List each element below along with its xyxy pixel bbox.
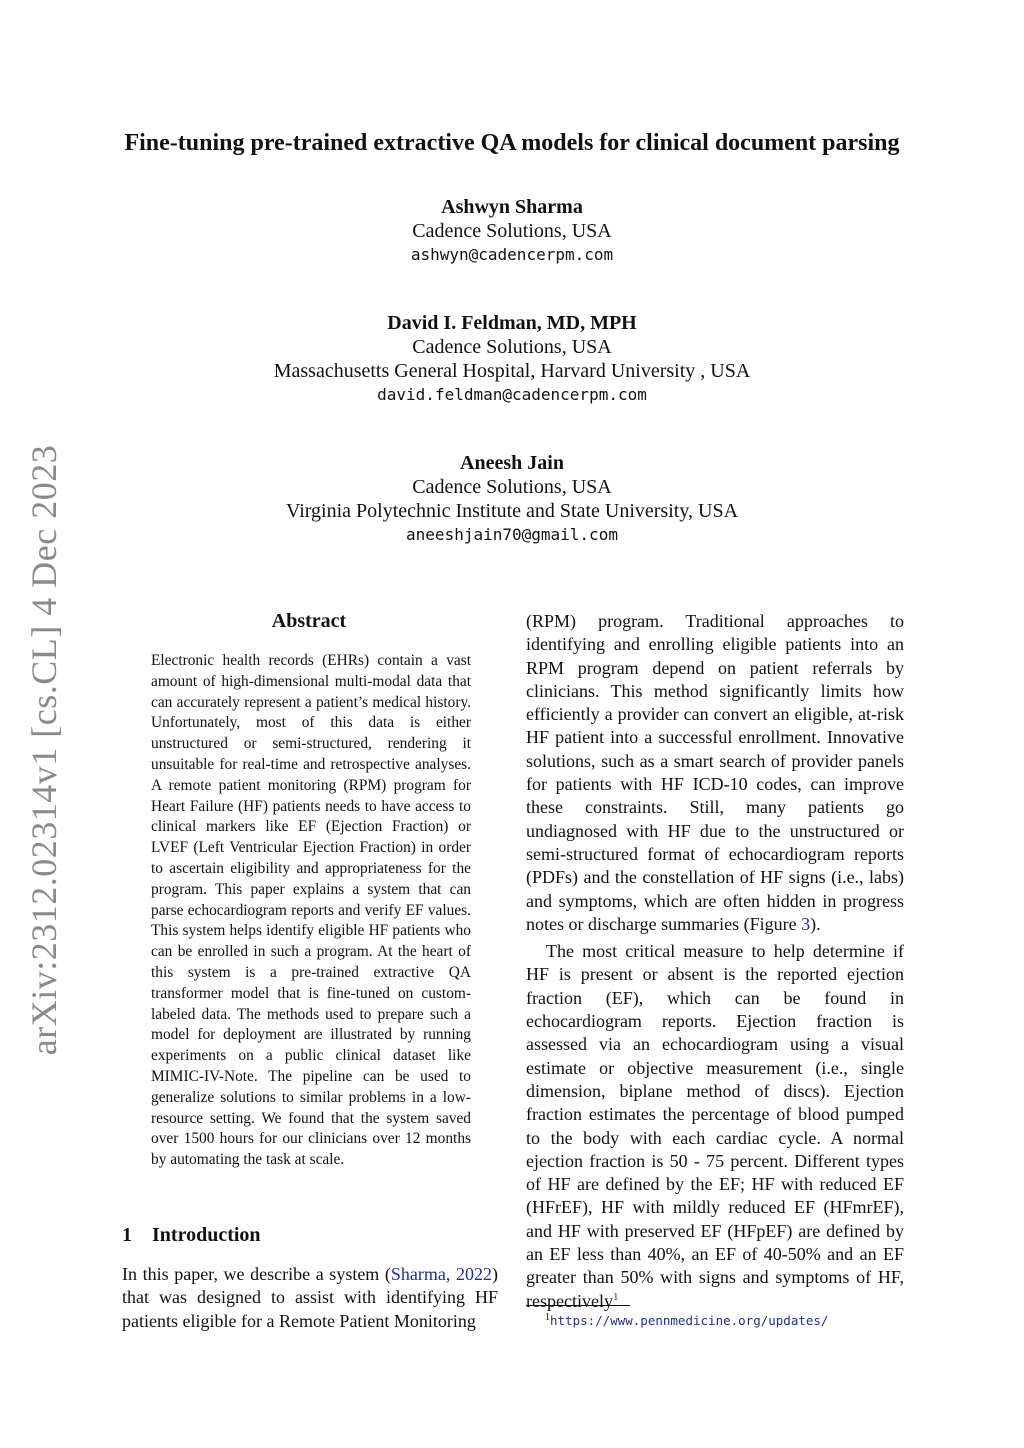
paragraph-text: The most critical measure to help determine if HF is present or absent is the reported ejection fraction (EF), which can be found in echocardiogram reports. Ejection fraction is assessed via an echocardiogram using a visual estimate or objective measurement (i.e., single dimension, biplane method of discs). Ejection fraction estimates the percentage of blood pumped to the body with each cardiac cycle. A normal ejection fraction is 50 - 75 percent. Different types of HF are defined by the EF; HF with reduced EF (HFrEF), HF with mildly reduced EF (HFmrEF), and HF with preserved EF (HFpEF) are defined by an EF less than 40%, an EF of 40-50% and an EF greater than 50% with signs and symptoms of HF, respectively bbox=[526, 941, 904, 1311]
arxiv-identifier-stamp: arXiv:2312.02314v1 [cs.CL] 4 Dec 2023 bbox=[24, 444, 64, 1056]
author-email[interactable]: aneeshjain70@gmail.com bbox=[406, 525, 618, 544]
introduction-paragraph bbox=[122, 1263, 498, 1333]
author-block-1 bbox=[0, 195, 1024, 267]
author-block-3 bbox=[0, 451, 1024, 547]
section-title: Introduction bbox=[152, 1224, 261, 1246]
author-name: Ashwyn Sharma bbox=[441, 196, 583, 218]
intro-text: In this paper, we describe a system ( bbox=[122, 1264, 391, 1284]
footnote-divider bbox=[526, 1305, 630, 1306]
abstract-body: Electronic health records (EHRs) contain a vast amount of high-dimensional multi-modal data that can accurately represent a patient’s medical history. Unfortunately, most of this data is either unstructured or semi-structured, rendering it unsuitable for real-time and retrospective analyses. A remote patient monitoring (RPM) program for Heart Failure (HF) patients needs to have access to clinical markers like EF (Ejection Fraction) or LVEF (Left Ventricular Ejection Fraction) in order to ascertain eligibility and appropriateness for the program. This paper explains a system that can parse echocardiogram reports and verify EF values. This system helps identify eligible HF patients who can be enrolled in such a program. At the heart of this system is a pre-trained extractive QA transformer model that is fine-tuned on custom-labeled data. The methods used to prepare such a model for deployment are illustrated by running experiments on a public clinical dataset like MIMIC-IV-Note. The pipeline can be used to generalize solutions to similar problems in a low-resource setting. We found that the system saved over 1500 hours for our clinicians over 12 months by automating the task at scale. bbox=[151, 652, 471, 1169]
author-block-2 bbox=[0, 311, 1024, 407]
author-email[interactable]: david.feldman@cadencerpm.com bbox=[377, 385, 647, 404]
footnote-number: 1 bbox=[545, 1312, 550, 1323]
body-paragraph bbox=[526, 610, 904, 936]
paragraph-text: ). bbox=[810, 913, 821, 934]
citation-author[interactable]: Sharma bbox=[390, 1264, 446, 1284]
footnote bbox=[545, 1312, 828, 1328]
section-heading-introduction bbox=[122, 1224, 261, 1247]
section-number: 1 bbox=[122, 1224, 132, 1246]
abstract-heading: Abstract bbox=[271, 610, 347, 632]
figure-reference-link[interactable]: 3 bbox=[801, 913, 811, 934]
author-name: Aneesh Jain bbox=[460, 452, 564, 474]
author-affiliation: Massachusetts General Hospital, Harvard University , USA bbox=[273, 360, 751, 382]
author-affiliation: Cadence Solutions, USA bbox=[412, 220, 612, 242]
citation-year[interactable]: 2022 bbox=[456, 1264, 492, 1284]
author-affiliation: Virginia Polytechnic Institute and State University, USA bbox=[285, 500, 739, 522]
intro-text: ) that was designed to assist with identifying HF patients eligible for a Remote Patient Monitoring bbox=[122, 1264, 498, 1331]
footnote-marker-link[interactable]: 1 bbox=[612, 1290, 619, 1303]
citation-separator: , bbox=[445, 1264, 456, 1284]
paper-title: Fine-tuning pre-trained extractive QA models for clinical document parsing bbox=[124, 130, 900, 156]
right-column bbox=[526, 610, 904, 1313]
author-email[interactable]: ashwyn@cadencerpm.com bbox=[410, 245, 614, 264]
paragraph-text: (RPM) program. Traditional approaches to identifying and enrolling eligible patients into an RPM program depend on patient referrals by clinicians. This method significantly limits how efficiently a provider can convert an eligible, at-risk HF patient into a successful enrollment. Innovative solutions, such as a smart search of provider panels for patients with HF ICD-10 codes, can improve these constraints. Still, many patients go undiagnosed with HF due to the unstructured or semi-structured format of echocardiogram reports (PDFs) and the constellation of HF signs (i.e., labs) and symptoms, which are often hidden in progress notes or discharge summaries (Figure bbox=[526, 611, 904, 934]
body-paragraph bbox=[526, 940, 904, 1313]
footnote-url-link[interactable]: https://www.pennmedicine.org/updates/ bbox=[550, 1313, 829, 1329]
author-name: David I. Feldman, MD, MPH bbox=[387, 312, 637, 334]
citation-link-sharma[interactable] bbox=[391, 1264, 492, 1284]
author-affiliation: Cadence Solutions, USA bbox=[412, 336, 612, 358]
author-affiliation: Cadence Solutions, USA bbox=[412, 476, 612, 498]
